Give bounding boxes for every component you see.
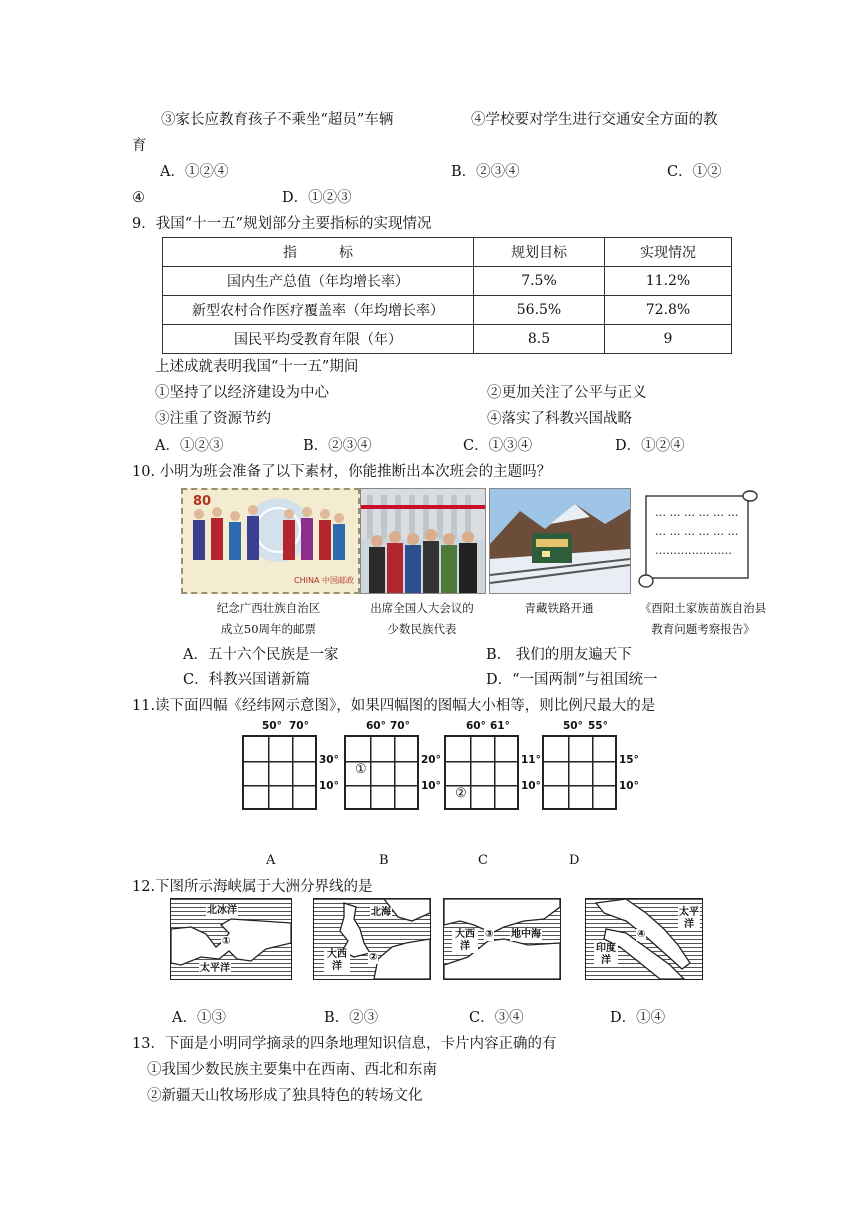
caption-stamp [181,598,356,640]
q12-option-d[interactable]: D．①④ [610,1010,666,1026]
strait-map-3 [443,898,561,980]
table-cell: 8.5 [474,325,605,354]
q8-item-4-cont: 育 [132,138,147,154]
graticule-grid-d [542,735,617,810]
table-row [163,296,732,325]
scroll-dots-2: … … … … … … [655,525,739,538]
q9-table [162,237,732,354]
table-cell: 9 [605,325,732,354]
report-scroll [637,486,759,592]
q8-option-b[interactable]: B．②③④ [451,164,520,180]
q12-option-a[interactable]: A．①③ [172,1010,226,1026]
grid-d-lon-2: 55° [588,720,608,732]
caption-line: 青藏铁路开通 [524,601,594,615]
q12-stem: 12.下图所示海峡属于大洲分界线的是 [132,879,373,895]
q9-option-b[interactable]: B．②③④ [303,438,372,454]
q10-option-a[interactable]: A．五十六个民族是一家 [183,647,339,663]
grid-b-lat-2: 10° [421,780,441,792]
map1-label-mark: ① [222,936,231,947]
q9-stem: 9．我国“十一五”规划部分主要指标的实现情况 [132,216,432,232]
grid-b-lat-1: 20° [421,754,441,766]
q13-statement-2: ②新疆天山牧场形成了独具特色的转场文化 [147,1088,423,1104]
caption-representatives [360,598,484,640]
table-header: 规划目标 [474,238,605,267]
q11-stem: 11.读下面四幅《经纬网示意图》，如果四幅图的图幅大小相等，则比例尺最大的是 [132,698,656,714]
grid-b-lon-1: 60° [366,720,386,732]
strait-map-4 [585,898,703,980]
table-cell: 国内生产总值（年均增长率） [163,267,474,296]
table-header: 实现情况 [605,238,732,267]
caption-line: 成立50周年的邮票 [220,622,317,636]
representatives-photo [360,488,486,594]
map2-label-north-sea: 北海 [371,907,391,918]
q9-statement-1: ①坚持了以经济建设为中心 [155,385,329,401]
q9-option-a[interactable]: A．①②③ [155,438,224,454]
map4-label-mark: ④ [637,929,646,940]
grid-d-lat-1: 15° [619,754,639,766]
stamp-brand: CHINA 中国邮政 [294,576,354,585]
strait-map-1 [170,898,292,980]
q9-lead: 上述成就表明我国“十一五”期间 [155,359,359,375]
map2-label-mark: ② [369,952,378,963]
caption-line: 教育问题考察报告》 [651,622,755,636]
grid-c-lon-2: 61° [490,720,510,732]
grid-b-letter[interactable]: B [379,853,389,868]
railway-photo [489,488,631,594]
grid-c-lat-2: 10° [521,780,541,792]
strait-map-2 [313,898,431,980]
q8-option-a[interactable]: A．①②④ [160,164,229,180]
map1-label-pacific: 太平洋 [200,963,230,974]
map3-label-atlantic: 大西洋 [452,929,478,953]
q9-statement-3: ③注重了资源节约 [155,411,271,427]
q8-option-c-cont: ④ [132,190,145,206]
grid-d-letter[interactable]: D [569,853,580,868]
q9-statement-4: ④落实了科教兴国战略 [487,411,632,427]
q8-option-c[interactable]: C．①② [667,164,722,180]
q8-item-3: ③家长应教育孩子不乘坐“超员”车辆 [161,112,394,128]
grid-c-letter[interactable]: C [478,853,488,868]
grid-a-lon-1: 50° [262,720,282,732]
grid-b-lon-2: 70° [390,720,410,732]
caption-line: 《酉阳土家族苗族自治县 [639,601,767,615]
map4-label-indian: 印度洋 [596,943,616,966]
table-cell: 新型农村合作医疗覆盖率（年均增长率） [163,296,474,325]
q10-option-b[interactable]: B. 我们的朋友遍天下 [486,647,632,663]
table-row [163,325,732,354]
table-header: 指 标 [163,238,474,267]
stamp-value: 80 [193,494,212,509]
caption-railway [489,598,629,619]
q9-option-c[interactable]: C．①③④ [463,438,533,454]
table-cell: 国民平均受教育年限（年） [163,325,474,354]
scroll-dots-1: … … … … … … [655,506,739,519]
grid-c-lat-1: 11° [521,754,541,766]
q9-option-d[interactable]: D．①②④ [615,438,685,454]
map2-label-atlantic: 大西洋 [324,949,350,973]
q12-option-b[interactable]: B．②③ [324,1010,379,1026]
grid-d-lat-2: 10° [619,780,639,792]
stamp-image [181,488,360,594]
grid-c-mark: ② [455,786,467,801]
caption-line: 出席全国人大会议的 [370,601,474,615]
table-header-row [163,238,732,267]
table-cell: 72.8% [605,296,732,325]
map1-label-arctic: 北冰洋 [207,905,237,916]
q8-item-4: ④学校要对学生进行交通安全方面的教 [471,112,718,128]
table-cell: 7.5% [474,267,605,296]
q13-statement-1: ①我国少数民族主要集中在西南、西北和东南 [147,1062,437,1078]
grid-d-lon-1: 50° [563,720,583,732]
grid-a-lon-2: 70° [289,720,309,732]
caption-line: 纪念广西壮族自治区 [216,601,321,615]
caption-line: 少数民族代表 [387,622,457,636]
table-cell: 56.5% [474,296,605,325]
map3-label-mark: ③ [485,929,494,940]
table-cell: 11.2% [605,267,732,296]
q10-option-c[interactable]: C．科教兴国谱新篇 [183,672,311,688]
map3-label-med: 地中海 [511,929,541,940]
q13-stem: 13．下面是小明同学摘录的四条地理知识信息，卡片内容正确的有 [132,1036,557,1052]
grid-a-lat-2: 10° [319,780,339,792]
q10-option-d[interactable]: D．“一国两制”与祖国统一 [486,672,658,688]
q10-stem: 10. 小明为班会准备了以下素材，你能推断出本次班会的主题吗？ [132,464,552,480]
q9-statement-2: ②更加关注了公平与正义 [487,385,647,401]
scroll-dots-3: ………………… [655,544,732,557]
grid-b-mark: ① [355,762,367,777]
table-row [163,267,732,296]
grid-a-letter[interactable]: A [266,853,276,868]
graticule-grid-a [242,735,317,810]
grid-c-lon-1: 60° [466,720,486,732]
q12-option-c[interactable]: C．③④ [469,1010,524,1026]
grid-a-lat-1: 30° [319,754,339,766]
map4-label-pacific: 太平洋 [679,907,699,930]
q8-option-d[interactable]: D．①②③ [282,190,352,206]
caption-report [630,598,776,640]
